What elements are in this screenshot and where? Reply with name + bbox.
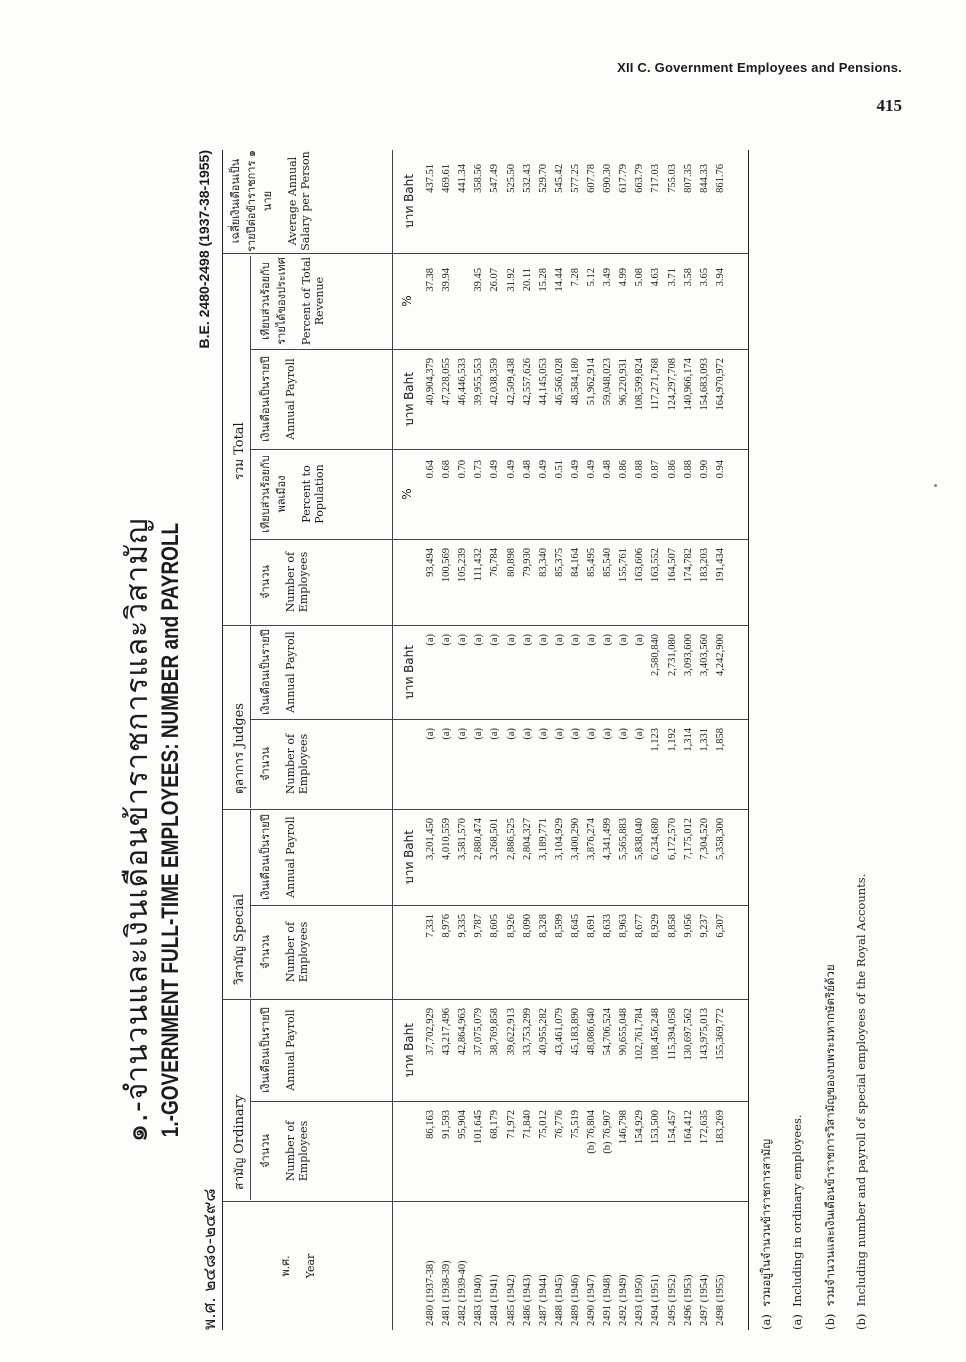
cell-year: 2480 (1937-38) [425,1260,436,1326]
cell-jud-num: (a) [602,728,614,740]
cell-jud-pay: 2,731,080 [666,634,678,676]
cell-pct-rev: 3.71 [666,268,678,287]
cell-spe-pay: 7,304,520 [698,818,710,860]
col-total-pct-population: เทียบส่วนร้อยกับพลเมือง Percent to Population [259,455,326,533]
table-row [617,150,630,1330]
table-row [521,150,534,1330]
col-special-number: จำนวน Number of Employees [259,921,310,983]
cell-ord-num: 68,179 [489,1110,501,1139]
cell-tot-pay: 117,271,768 [650,358,662,411]
cell-spe-num: 6,307 [714,914,726,938]
cell-pct-pop: 0.48 [602,460,614,479]
cell-spe-num: 8,963 [618,914,630,938]
cell-year: 2482 (1939-40) [457,1260,469,1326]
cell-year: 2492 (1949) [618,1274,630,1326]
cell-pct-pop: 0.68 [441,460,453,479]
cell-jud-pay: 3,403,560 [698,634,710,676]
cell-tot-num: 83,340 [537,548,549,577]
cell-ord-num: 75,519 [569,1110,581,1139]
cell-jud-num: (a) [441,728,453,740]
cell-avg: 617.79 [618,164,630,193]
cell-tot-num: 155,761 [618,548,630,583]
cell-jud-num: (a) [569,728,581,740]
cell-ord-num: (b) 76,804 [586,1110,597,1154]
cell-pct-rev: 31.92 [505,268,517,292]
cell-year: 2486 (1943) [521,1274,533,1326]
cell-avg: 529.70 [537,164,549,193]
cell-jud-pay: (a) [537,634,549,646]
table-row [537,150,550,1330]
cell-tot-pay: 42,557,626 [521,358,533,406]
cell-spe-pay: 2,880,474 [473,818,485,860]
cell-spe-num: 8,645 [569,914,581,938]
cell-pct-pop: 0.51 [553,460,565,479]
cell-jud-num: (a) [425,728,436,740]
cell-tot-pay: 59,048,023 [602,358,614,406]
cell-spe-num: 9,237 [698,914,710,938]
cell-year: 2495 (1952) [666,1274,678,1326]
cell-tot-num: 93,494 [425,548,436,577]
cell-jud-num: (a) [618,728,630,740]
cell-pct-pop: 0.49 [586,460,597,479]
table-top-rule [222,150,223,1330]
cell-avg: 844.33 [698,164,710,193]
cell-spe-num: 8,976 [441,914,453,938]
cell-spe-pay: 5,838,040 [634,818,646,860]
cell-spe-num: 8,926 [505,914,517,938]
cell-spe-num: 8,858 [666,914,678,938]
cell-pct-rev: 14.44 [553,268,565,292]
cell-spe-pay: 2,804,327 [521,818,533,860]
cell-tot-pay: 51,962,914 [586,358,597,406]
cell-avg: 755.03 [666,164,678,193]
cell-tot-num: 85,375 [553,548,565,577]
cell-ord-pay: 43,461,079 [553,1008,565,1056]
cell-avg: 469.61 [441,164,453,193]
cell-spe-pay: 3,201,450 [425,818,436,860]
cell-pct-rev: 26.07 [489,268,501,292]
col-special-payroll: เงินเดือนเป็นรายปี Annual Payroll [259,814,297,900]
unit-baht: บาท Baht [402,645,416,699]
cell-year: 2491 (1948) [602,1274,614,1326]
group-rule-total [250,256,251,624]
cell-spe-pay: 7,175,012 [682,818,694,860]
cell-tot-num: 111,432 [473,548,485,582]
table-row [505,150,518,1330]
cell-tot-pay: 96,220,931 [618,358,630,406]
cell-spe-pay: 4,010,559 [441,818,453,860]
table-row [569,150,582,1330]
cell-ord-num: 164,412 [682,1110,694,1145]
footnote: (b) รวมจำนวนและเงินเดือนข้าราชการวิสามัญของงบพระมหากษัตริย์ด้วย [823,964,837,1330]
cell-spe-num: 8,633 [602,914,614,938]
cell-ord-num: (b) 76,907 [602,1110,614,1154]
cell-avg: 717.03 [650,164,662,193]
cell-ord-pay: 48,086,640 [586,1008,597,1056]
cell-pct-pop: 0.49 [569,460,581,479]
cell-pct-rev: 20.11 [521,268,533,292]
table-row [714,150,727,1330]
cell-ord-num: 154,457 [666,1110,678,1145]
cell-jud-num: (a) [505,728,517,740]
cell-spe-num: 8,677 [634,914,646,938]
cell-ord-pay: 43,217,496 [441,1008,453,1056]
table-row [633,150,646,1330]
cell-tot-num: 79,930 [521,548,533,577]
cell-avg: 532.43 [521,164,533,193]
cell-avg: 525.50 [505,164,517,193]
col-average-salary: เฉลี่ยเงินเดือนเป็นรายปีต่อข้าราชการ ๑ นาย Average Annual Salary per Person [229,150,312,252]
cell-tot-pay: 48,584,180 [569,358,581,406]
group-ordinary: สามัญOrdinary [232,1094,247,1190]
cell-tot-num: 163,606 [634,548,646,583]
page-number: 415 [876,96,902,115]
cell-jud-pay: 4,242,900 [714,634,726,676]
title-thai: ๑.-จำนวนและเงินเดือนข้าราชการและวิสามัญ [120,517,155,1143]
col-year: พ.ศ. Year [279,1253,317,1279]
cell-ord-pay: 155,369,772 [714,1008,726,1061]
cell-tot-num: 163,552 [650,548,662,583]
cell-ord-num: 101,645 [473,1110,485,1145]
header-bottom-rule [392,150,393,1330]
cell-jud-pay: 3,093,600 [682,634,694,676]
cell-avg: 807.35 [682,164,694,193]
table-bottom-rule [748,150,749,1330]
cell-pct-rev: 4.99 [618,268,630,287]
cell-year: 2494 (1951) [650,1274,662,1326]
cell-pct-pop: 0.87 [650,460,662,479]
cell-year: 2489 (1946) [569,1274,581,1326]
cell-pct-pop: 0.90 [698,460,710,479]
table-row [553,150,566,1330]
cell-tot-pay: 164,970,972 [714,358,726,411]
cell-jud-num: 1,192 [666,728,678,752]
cell-spe-pay: 5,358,300 [714,818,726,860]
cell-avg: 663.79 [634,164,646,193]
cell-tot-pay: 154,683,093 [698,358,710,411]
cell-ord-num: 172,635 [698,1110,710,1145]
cell-spe-pay: 3,189,771 [537,818,549,860]
cell-pct-pop: 0.86 [618,460,630,479]
table-row [472,150,485,1330]
cell-pct-rev: 39.94 [441,268,453,292]
cell-pct-pop: 0.49 [489,460,501,479]
cell-tot-num: 84,164 [569,548,581,577]
cell-spe-pay: 3,268,501 [489,818,501,860]
cell-spe-pay: 2,886,525 [505,818,517,860]
cell-jud-num: 1,858 [714,728,726,752]
cell-ord-pay: 45,183,890 [569,1008,581,1056]
cell-jud-pay: (a) [618,634,630,646]
cell-pct-rev: 3.94 [714,268,726,287]
cell-jud-pay: (a) [457,634,469,646]
cell-jud-pay: 2,580,840 [650,634,662,676]
col-judges-payroll: เงินเดือนเป็นรายปี Annual Payroll [259,629,297,715]
cell-pct-pop: 0.48 [521,460,533,479]
cell-year: 2493 (1950) [634,1274,646,1326]
cell-spe-num: 9,056 [682,914,694,938]
cell-tot-num: 76,784 [489,548,501,577]
cell-pct-rev: 37.38 [425,268,436,292]
cell-jud-pay: (a) [602,634,614,646]
cell-avg: 547.49 [489,164,501,193]
cell-ord-pay: 38,769,858 [489,1008,501,1056]
cell-tot-num: 100,569 [441,548,453,583]
cell-avg: 545.42 [553,164,565,193]
unit-percent: % [400,295,414,307]
cell-jud-pay: (a) [441,634,453,646]
cell-pct-rev: 15.28 [537,268,549,292]
cell-year: 2481 (1938-39) [441,1260,453,1326]
cell-ord-num: 76,776 [553,1110,565,1139]
cell-jud-num: (a) [634,728,646,740]
cell-avg: 437.51 [425,164,436,193]
cell-pct-rev: 3.65 [698,268,710,287]
cell-jud-pay: (a) [634,634,646,646]
cell-year: 2488 (1945) [553,1274,565,1326]
table-row [488,150,501,1330]
cell-pct-rev: 3.58 [682,268,694,287]
group-rule-ordinary [250,1000,251,1200]
cell-spe-num: 8,090 [521,914,533,938]
cell-year: 2496 (1953) [682,1274,694,1326]
cell-ord-pay: 54,706,524 [602,1008,614,1056]
cell-year: 2485 (1942) [505,1274,517,1326]
cell-tot-num: 191,434 [714,548,726,583]
cell-year: 2484 (1941) [489,1274,501,1326]
cell-jud-num: (a) [457,728,469,740]
group-total: รวมTotal [232,422,247,480]
cell-ord-pay: 42,864,963 [457,1008,469,1056]
cell-tot-pay: 44,145,053 [537,358,549,406]
cell-ord-pay: 130,697,562 [682,1008,694,1061]
title-english: 1.-GOVERNMENT FULL-TIME EMPLOYEES: NUMBER and PAYROLL [158,522,185,1138]
cell-jud-num: (a) [537,728,549,740]
cell-pct-rev: 3.49 [602,268,614,287]
cell-ord-num: 71,840 [521,1110,533,1139]
cell-pct-pop: 0.49 [505,460,517,479]
table-row [698,150,711,1330]
cell-ord-pay: 143,975,013 [698,1008,710,1061]
col-total-pct-revenue: เทียบส่วนร้อยกับรายได้ของประเทศ Percent of Total Revenue [259,256,326,346]
rotated-table-page [108,150,908,1330]
table-row [440,150,453,1330]
cell-year: 2490 (1947) [586,1274,597,1326]
cell-jud-pay: (a) [505,634,517,646]
cell-pct-pop: 0.86 [666,460,678,479]
cell-tot-pay: 46,566,028 [553,358,565,406]
scan-speck [934,484,937,487]
cell-jud-num: (a) [489,728,501,740]
cell-tot-num: 105,239 [457,548,469,583]
cell-ord-num: 154,929 [634,1110,646,1145]
cell-tot-num: 85,540 [602,548,614,577]
col-judges-number: จำนวน Number of Employees [259,733,310,795]
cell-ord-num: 146,798 [618,1110,630,1145]
cell-ord-pay: 90,655,048 [618,1008,630,1056]
cell-ord-num: 75,012 [537,1110,549,1139]
cell-jud-num: 1,123 [650,728,662,752]
cell-tot-pay: 108,599,824 [634,358,646,411]
cell-spe-num: 8,599 [553,914,565,938]
cell-ord-num: 183,269 [714,1110,726,1145]
table-row [601,150,614,1330]
cell-pct-rev: 5.08 [634,268,646,287]
cell-tot-pay: 40,904,379 [425,358,436,406]
unit-baht: บาท Baht [402,174,416,228]
cell-jud-num: 1,331 [698,728,710,752]
cell-jud-pay: (a) [586,634,597,646]
table-row [585,150,598,1330]
cell-spe-pay: 3,104,929 [553,818,565,860]
cell-spe-pay: 3,581,570 [457,818,469,860]
cell-ord-num: 95,904 [457,1110,469,1139]
cell-avg: 861.76 [714,164,726,193]
section-header: XII C. Government Employees and Pensions. [617,60,902,75]
table-row [649,150,662,1330]
cell-avg: 577.25 [569,164,581,193]
cell-jud-pay: (a) [425,634,436,646]
cell-spe-num: 9,787 [473,914,485,938]
cell-jud-pay: (a) [521,634,533,646]
cell-tot-pay: 140,966,174 [682,358,694,411]
cell-pct-pop: 0.70 [457,460,469,479]
cell-jud-num: (a) [553,728,565,740]
cell-pct-pop: 0.64 [425,460,436,479]
cell-ord-num: 71,972 [505,1110,517,1139]
cell-jud-num: (a) [521,728,533,740]
table-row [666,150,679,1330]
cell-jud-pay: (a) [473,634,485,646]
cell-ord-pay: 108,456,248 [650,1008,662,1061]
cell-ord-num: 91,593 [441,1110,453,1139]
cell-spe-num: 8,929 [650,914,662,938]
cell-tot-num: 174,782 [682,548,694,583]
cell-tot-num: 80,898 [505,548,517,577]
footnote: (a) Including in ordinary employees. [790,1114,804,1330]
cell-jud-pay: (a) [553,634,565,646]
cell-spe-pay: 3,400,290 [569,818,581,860]
table-row [456,150,469,1330]
cell-pct-pop: 0.94 [714,460,726,479]
cell-avg: 441.34 [457,164,469,193]
group-special: วิสามัญSpecial [232,893,247,985]
cell-spe-pay: 6,234,680 [650,818,662,860]
unit-baht: บาท Baht [402,372,416,426]
cell-jud-num: (a) [473,728,485,740]
unit-baht: บาท Baht [402,1023,416,1077]
cell-spe-pay: 3,876,274 [586,818,597,860]
cell-tot-num: 164,507 [666,548,678,583]
col-ordinary-number: จำนวน Number of Employees [259,1120,310,1182]
unit-percent: % [400,488,414,500]
cell-pct-rev: 5.12 [586,268,597,287]
group-judges: ตุลาการJudges [232,703,247,794]
cell-spe-num: 8,605 [489,914,501,938]
cell-ord-num: 153,500 [650,1110,662,1145]
cell-pct-pop: 0.88 [682,460,694,479]
cell-tot-pay: 42,038,359 [489,358,501,406]
cell-tot-num: 183,203 [698,548,710,583]
cell-spe-num: 9,335 [457,914,469,938]
cell-ord-pay: 39,622,913 [505,1008,517,1056]
cell-ord-pay: 102,761,784 [634,1008,646,1061]
cell-spe-num: 8,691 [586,914,597,938]
cell-ord-pay: 37,702,929 [425,1008,436,1056]
cell-spe-num: 8,328 [537,914,549,938]
cell-jud-num: 1,314 [682,728,694,752]
table-row [424,150,437,1330]
cell-ord-pay: 115,394,058 [666,1008,678,1061]
cell-spe-pay: 6,172,570 [666,818,678,860]
cell-spe-pay: 4,341,499 [602,818,614,860]
cell-pct-pop: 0.73 [473,460,485,479]
cell-year: 2497 (1954) [698,1274,710,1326]
cell-tot-num: 85,495 [586,548,597,577]
cell-tot-pay: 47,228,055 [441,358,453,406]
col-total-payroll: เงินเดือนเป็นรายปี Annual Payroll [259,356,297,442]
cell-spe-num: 7,331 [425,914,436,938]
footnote: (b) Including number and payroll of special employees of the Royal Accounts. [854,873,868,1330]
table-row [682,150,695,1330]
cell-avg: 358.56 [473,164,485,193]
cell-pct-pop: 0.88 [634,460,646,479]
cell-tot-pay: 42,509,438 [505,358,517,406]
footnote: (a) รวมอยู่ในจำนวนข้าราชการสามัญ [759,1138,773,1330]
cell-pct-rev: 39.45 [473,268,485,292]
cell-year: 2498 (1955) [714,1274,726,1326]
cell-pct-rev: 7.28 [569,268,581,287]
cell-ord-pay: 37,075,079 [473,1008,485,1056]
unit-baht: บาท Baht [402,830,416,884]
cell-spe-pay: 5,565,883 [618,818,630,860]
col-ordinary-payroll: เงินเดือนเป็นรายปี Annual Payroll [259,1007,297,1093]
group-rule-special [250,810,251,998]
cell-jud-pay: (a) [569,634,581,646]
era-thai: พ.ศ. ๒๔๘๐-๒๔๙๘ [200,1188,220,1330]
cell-tot-pay: 124,297,708 [666,358,678,411]
cell-ord-num: 86,163 [425,1110,436,1139]
cell-ord-pay: 40,955,282 [537,1008,549,1056]
cell-year: 2487 (1944) [537,1274,549,1326]
era-english: B.E. 2480-2498 (1937-38-1955) [196,150,212,349]
cell-jud-num: (a) [586,728,597,740]
cell-pct-pop: 0.49 [537,460,549,479]
cell-pct-rev: 4.63 [650,268,662,287]
cell-ord-pay: 33,753,299 [521,1008,533,1056]
group-rule-judges [250,626,251,808]
cell-jud-pay: (a) [489,634,501,646]
cell-avg: 690.30 [602,164,614,193]
cell-year: 2483 (1940) [473,1274,485,1326]
cell-tot-pay: 46,446,533 [457,358,469,406]
cell-tot-pay: 39,955,553 [473,358,485,406]
col-total-number: จำนวน Number of Employees [259,551,310,613]
cell-avg: 607.78 [586,164,597,193]
